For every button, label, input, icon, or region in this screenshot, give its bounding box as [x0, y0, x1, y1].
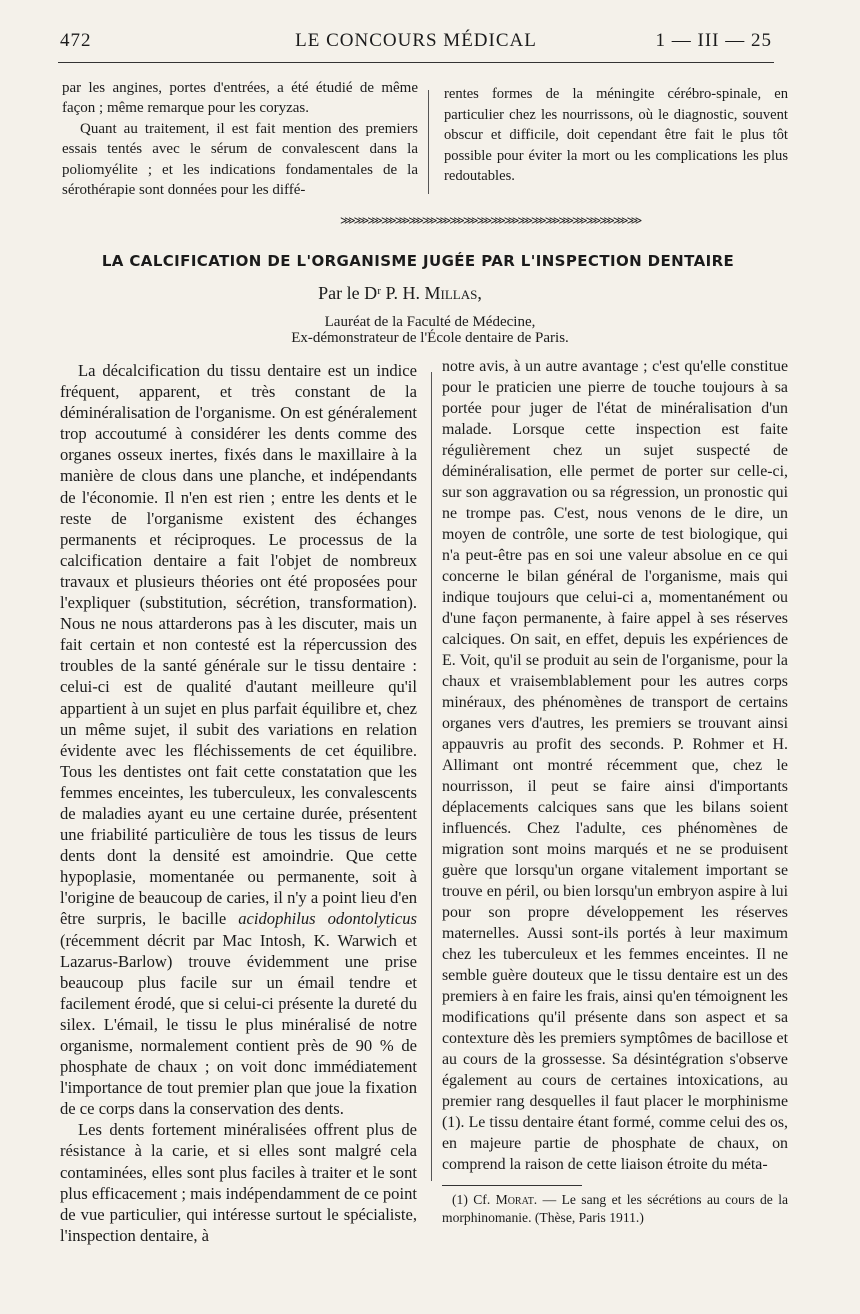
affiliation-line: Ex-démonstrateur de l'École dentaire de Paris. [291, 330, 569, 346]
article-left-column [60, 360, 417, 1246]
paragraph-text: La décalcification du tissu dentaire est un indice fréquent, apparent, et très constant de la déminéralisation de l'organisme. On est généralement trop accoutumé à considérer les dents comme des organes osseux inertes, fixés dans le maxillaire à la manière de clous dans une planche, et indépendants de l'économie. Il n'en est rien ; entre les dents et le reste de l'organisme existent des échanges permanents et réciproques. Le processus de la calcification dentaire a fait l'objet de nombreux travaux et plusieurs théories ont été proposées pour l'expliquer (substitution, sécrétion, transformation). Nous ne nous attarderons pas à les discuter, mais un fait certain et non contesté est la répercussion des troubles de la santé générale sur le tissu dentaire : celui-ci est de qualité d'autant meilleure qu'il appartient à un sujet en plus parfait équilibre et, chez un même sujet, il subit des variations en relation évidente avec les fléchissements de cet équilibre. Tous les dentistes ont fait cette constatation que les femmes enceintes, les tuberculeux, les convalescents de maladies ayant eu une certaine durée, présentent une friabilité particulière de tous les tissus de leurs dents dont la densité est amoindrie. Que cette hypoplasie, momentanée ou permanente, soit à l'origine de beaucoup de caries, il n'y a point lieu d'en être surpris, le bacille [60, 361, 417, 929]
journal-title: LE CONCOURS MÉDICAL [295, 30, 537, 51]
issue-date: 1 — III — 25 [655, 30, 772, 51]
column-divider [428, 90, 429, 194]
page-number: 472 [60, 30, 92, 51]
footnote-prefix: (1) Cf. [452, 1192, 496, 1207]
article-paragraph: Les dents fortement minéralisées offrent plus de résistance à la carie, et si elles sont malgré cela contaminées, elles sont plus faciles à traiter et le sont plus efficacement ; mais indépendamment de ce point de vue particulier, qui intéresse surtout le spécialiste, l'inspection dentaire, à [60, 1120, 417, 1245]
article-title: LA CALCIFICATION DE L'ORGANISME JUGÉE PAR L'INSPECTION DENTAIRE [101, 252, 735, 270]
section-ornament: ⋙⋙⋙⋙⋙⋙⋙⋙⋙⋙⋙⋙⋙⋙⋙⋙⋙⋙⋙⋙⋙⋙ [340, 214, 641, 227]
article-author [0, 283, 800, 304]
article-paragraph: notre avis, à un autre avantage ; c'est qu'elle constitue pour le praticien une pierre de touche toujours à sa portée pour juger de l'état de minéralisation d'un malade. Lorsque cette inspection est faite régulièrement chez un sujet suspecté de déminéralisation, elle permet de porter sur celle-ci, sur son aggravation ou sa régression, un pronostic qui ne trompe pas. C'est, nous venons de le dire, un moyen de contrôle, une sorte de test biologique, qui n'a peut-être pas en soi une valeur absolue en ce qui concerne le bilan général de l'organisme, mais qui indique toujours que celui-ci a, momentanément ou d'une façon permanente, à faire appel à ses réserves calciques. On sait, en effet, depuis les expériences de E. Voit, qu'il se produit au sein de l'organisme, pour la chaux et vraisemblablement pour les autres corps minéraux, des phénomènes de transport de certains organes vers d'autres, les premiers se trouvant ainsi appauvris au profit des seconds. P. Rohmer et H. Allimant ont montré récemment que, chez le nourrisson, il peut se faire ainsi d'importants déplacements calciques sans que les bilans soient influencés. Chez l'adulte, ces phénomènes de migration sont moins marqués et ne se produisent guère que lorsqu'un organe vitalement important se trouve en péril, ou bien lorsqu'un embryon aspire à lui pour son propre développement les réserves maternelles. Aussi sont-ils portés à leur maximum chez les tuberculeux et les femmes enceintes. Il ne semble guère douteux que le tissu dentaire est un des premiers à en faire les frais, ainsi qu'en témoignent les modifications qu'il présente dans son aspect et sa contexture dès les premiers symptômes de bacillose et au cours de la grossesse. Sa désintégration s'observe également au cours de certaines intoxications, au premier rang desquelles il faut placer le morphinisme (1). Le tissu dentaire étant formé, comme celui des os, en majeure partie de phosphate de chaux, on comprend la raison de cette liaison étroite du méta- [442, 358, 788, 1173]
bacillus-name: acidophilus odontolyticus [238, 909, 417, 929]
footnote-author: Morat. [495, 1192, 538, 1207]
article-paragraph [60, 360, 417, 1119]
author-affiliation [0, 314, 860, 346]
author-prefix: Par le Dʳ P. H. [318, 283, 425, 303]
footnote [442, 1191, 788, 1227]
previous-article-left-column [62, 78, 418, 200]
column-divider [431, 372, 432, 1181]
paragraph-text: (récemment décrit par Mac Intosh, K. Warwich et Lazarus-Barlow) trouve évidemment une prise beaucoup plus facile sur un émail tendre et facilement érodé, que si celui-ci présente la dureté du silex. L'émail, le tissu le plus minéralisé de notre organisme, normalement contient près de 90 % de phosphate de chaux ; on voit donc immédiatement l'importance de tout premier plan que joue la fixation de ce corps dans la conservation des dents. [60, 930, 417, 1119]
footnote-rule [442, 1185, 582, 1186]
header-rule [58, 62, 774, 63]
author-name: Millas, [424, 283, 482, 303]
page-header [60, 30, 772, 60]
previous-article-paragraph: rentes formes de la méningite cérébro-spinale, en particulier chez les nourrissons, où le diagnostic, souvent obscur et difficile, doit cependant être fait le plus tôt possible pour éviter la mort ou les complications les plus redoutables. [444, 86, 788, 185]
previous-article-paragraph: par les angines, portes d'entrées, a été étudié de même façon ; même remarque pour les coryzas. [62, 80, 418, 117]
affiliation-line: Lauréat de la Faculté de Médecine, [324, 314, 536, 330]
footnote-text: — Le sang et les sécrétions au cours de la morphinomanie. (Thèse, Paris 1911.) [442, 1192, 789, 1225]
previous-article-paragraph: Quant au traitement, il est fait mention des premiers essais tentés avec le sérum de convalescent dans la poliomyélite ; et les indications fondamentales de la sérothérapie sont données pour les diffé- [62, 120, 418, 199]
article-right-column [442, 356, 788, 1175]
previous-article-right-column [444, 84, 788, 187]
